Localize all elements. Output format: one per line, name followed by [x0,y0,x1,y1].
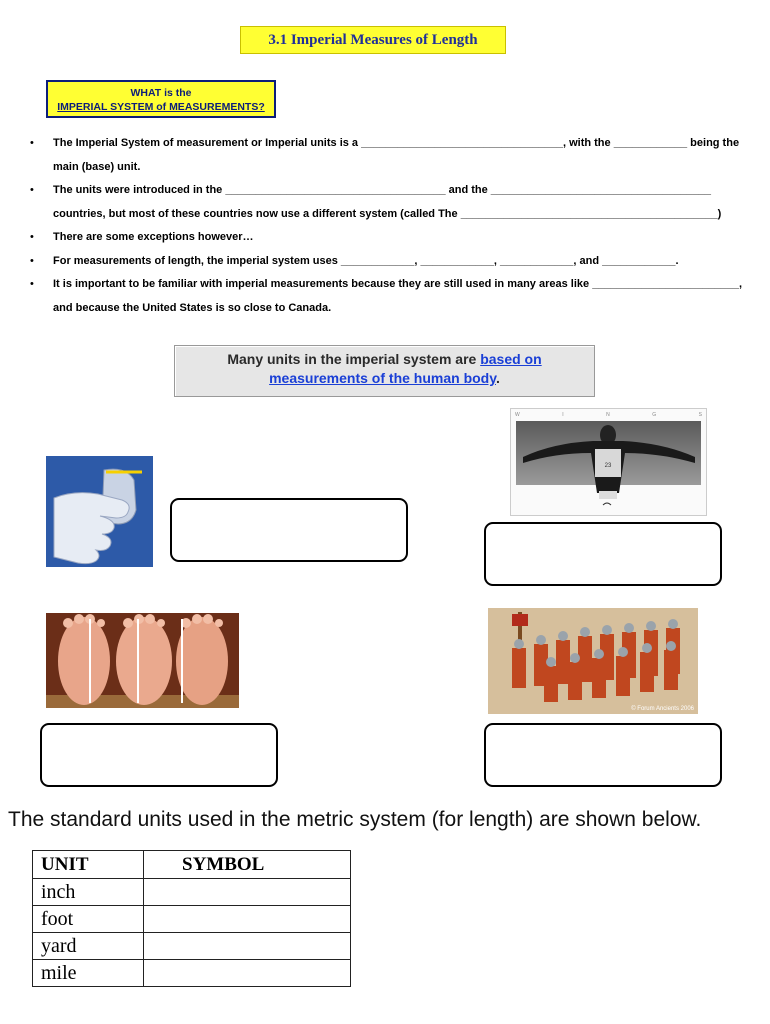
table-row [33,879,351,906]
bullet-list [30,132,760,320]
bullet-item: • There are some exceptions however… [30,226,760,250]
thumb-inch-image [46,456,153,567]
what-is-line2: IMPERIAL SYSTEM of MEASUREMENTS? [57,101,265,113]
soldiers-illustration [488,608,698,714]
wingspan-poster-image [510,408,707,516]
human-body-note [174,345,595,397]
what-is-line1: WHAT is the [130,87,192,99]
answer-box-foot[interactable] [40,723,278,787]
photo-credit: © Forum Ancients 2006 [631,706,694,712]
symbol-cell[interactable] [144,960,351,987]
poster-letter: N [606,412,610,418]
svg-text:23: 23 [604,463,612,469]
table-header-row [33,851,351,879]
answer-box-pace[interactable] [484,723,722,787]
table-row [33,960,351,987]
roman-soldiers-image [488,608,698,714]
metric-units-heading: The standard units used in the metric system (for length) are shown below. [8,808,702,831]
table-row [33,906,351,933]
what-is-box [46,80,276,118]
bullet-item: • It is important to be familiar with imperial measurements because they are still used in many areas like ________________________, and because the United States is so close to Canada. [30,273,760,320]
note-suffix: . [496,370,500,386]
answer-box-wingspan[interactable] [484,522,722,586]
unit-cell: inch [33,879,144,906]
wingspan-illustration [511,409,706,515]
note-prefix: Many units in the imperial system are [227,351,481,367]
bullet-item: • For measurements of length, the imperial system uses ____________, ____________, ____________, and ____________. [30,250,760,274]
unit-cell: yard [33,933,144,960]
bullet-item: • The Imperial System of measurement or Imperial units is a _________________________________, with the ____________ being the main (base) unit. [30,132,760,179]
page-title: 3.1 Imperial Measures of Length [240,26,506,54]
unit-cell: foot [33,906,144,933]
note-link-based-on[interactable]: based on [480,351,542,367]
unit-cell: mile [33,960,144,987]
symbol-cell[interactable] [144,933,351,960]
symbol-cell[interactable] [144,906,351,933]
note-link-human-body[interactable]: measurements of the human body [269,370,496,386]
symbol-cell[interactable] [144,879,351,906]
poster-letter: S [698,412,702,418]
bullet-item: • The units were introduced in the ____________________________________ and the ____________________________________ countries, but most of these countries now use a different system (called The __________________________________________) [30,179,760,226]
feet-foot-image [46,613,239,708]
answer-box-inch[interactable] [170,498,408,562]
header-unit: UNIT [33,851,144,879]
header-symbol: SYMBOL [144,851,351,879]
table-row [33,933,351,960]
feet-illustration [46,613,239,708]
poster-letter: I [562,412,564,418]
poster-letter: W [515,412,520,418]
poster-letters [515,412,702,418]
poster-letter: G [652,412,657,418]
thumb-illustration [46,456,153,567]
units-table [32,850,351,987]
